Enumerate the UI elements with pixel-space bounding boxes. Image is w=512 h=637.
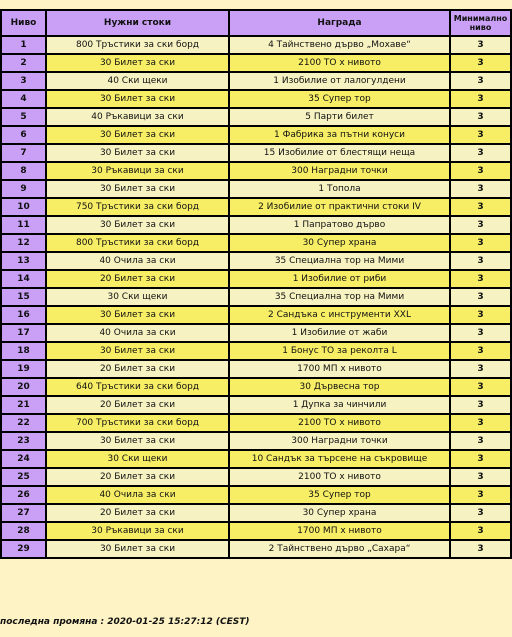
table-row [1,432,511,450]
table-row [1,162,511,180]
goods-cell: 40 Очила за ски [46,486,229,504]
reward-cell: 1 Бонус ТО за реколта L [229,342,450,360]
table-row [1,54,511,72]
reward-cell: 1 Фабрика за пътни конуси [229,126,450,144]
level-cell: 26 [1,486,46,504]
table-row [1,468,511,486]
reward-cell: 30 Дървесна тор [229,378,450,396]
level-cell: 4 [1,90,46,108]
level-cell: 2 [1,54,46,72]
min-level-cell: 3 [450,306,511,324]
table-row [1,252,511,270]
level-cell: 16 [1,306,46,324]
level-cell: 24 [1,450,46,468]
goods-cell: 40 Очила за ски [46,324,229,342]
goods-cell: 20 Билет за ски [46,270,229,288]
level-cell: 8 [1,162,46,180]
min-level-cell: 3 [450,144,511,162]
min-level-cell: 3 [450,324,511,342]
level-cell: 18 [1,342,46,360]
table-header-row [1,10,511,36]
level-cell: 3 [1,72,46,90]
goods-cell: 30 Ръкавици за ски [46,162,229,180]
goods-cell: 20 Билет за ски [46,360,229,378]
level-cell: 10 [1,198,46,216]
goods-cell: 40 Ски щеки [46,72,229,90]
goods-cell: 20 Билет за ски [46,396,229,414]
level-cell: 15 [1,288,46,306]
min-level-cell: 3 [450,378,511,396]
table-body [1,36,511,558]
goods-cell: 30 Билет за ски [46,126,229,144]
goods-cell: 30 Билет за ски [46,54,229,72]
levels-table [0,9,512,559]
level-cell: 19 [1,360,46,378]
table-row [1,126,511,144]
reward-cell: 300 Наградни точки [229,432,450,450]
min-level-cell: 3 [450,468,511,486]
level-cell: 23 [1,432,46,450]
min-level-cell: 3 [450,198,511,216]
header-min-level: Минимално ниво [450,10,511,36]
goods-cell: 700 Тръстики за ски борд [46,414,229,432]
goods-cell: 800 Тръстики за ски борд [46,36,229,54]
min-level-cell: 3 [450,360,511,378]
goods-cell: 30 Билет за ски [46,144,229,162]
table-row [1,378,511,396]
min-level-cell: 3 [450,432,511,450]
level-cell: 17 [1,324,46,342]
level-cell: 25 [1,468,46,486]
goods-cell: 30 Билет за ски [46,342,229,360]
min-level-cell: 3 [450,162,511,180]
min-level-cell: 3 [450,36,511,54]
min-level-cell: 3 [450,252,511,270]
table-row [1,306,511,324]
level-cell: 7 [1,144,46,162]
reward-cell: 2 Изобилие от практични стоки IV [229,198,450,216]
table-row [1,90,511,108]
table-row [1,36,511,54]
goods-cell: 30 Билет за ски [46,180,229,198]
min-level-cell: 3 [450,288,511,306]
goods-cell: 40 Очила за ски [46,252,229,270]
reward-cell: 35 Специална тор на Мими [229,288,450,306]
reward-cell: 1 Папратово дърво [229,216,450,234]
level-cell: 29 [1,540,46,558]
table-row [1,270,511,288]
goods-cell: 30 Билет за ски [46,306,229,324]
header-level: Ниво [1,10,46,36]
level-cell: 1 [1,36,46,54]
table-row [1,72,511,90]
goods-cell: 40 Ръкавици за ски [46,108,229,126]
table-row [1,486,511,504]
table-row [1,414,511,432]
table-row [1,288,511,306]
goods-cell: 30 Билет за ски [46,432,229,450]
header-needed-goods: Нужни стоки [46,10,229,36]
level-cell: 13 [1,252,46,270]
reward-cell: 300 Наградни точки [229,162,450,180]
table-row [1,108,511,126]
reward-cell: 2100 ТО x нивото [229,414,450,432]
reward-cell: 1 Изобилие от риби [229,270,450,288]
table-row [1,450,511,468]
level-cell: 28 [1,522,46,540]
goods-cell: 30 Билет за ски [46,90,229,108]
level-cell: 12 [1,234,46,252]
table-row [1,324,511,342]
level-cell: 14 [1,270,46,288]
min-level-cell: 3 [450,216,511,234]
table-row [1,522,511,540]
goods-cell: 750 Тръстики за ски борд [46,198,229,216]
reward-cell: 30 Супер храна [229,504,450,522]
reward-cell: 1 Изобилие от жаби [229,324,450,342]
reward-cell: 2100 ТО x нивото [229,54,450,72]
level-cell: 5 [1,108,46,126]
goods-cell: 640 Тръстики за ски борд [46,378,229,396]
table-row [1,198,511,216]
goods-cell: 30 Ски щеки [46,288,229,306]
reward-cell: 15 Изобилие от блестящи неща [229,144,450,162]
min-level-cell: 3 [450,486,511,504]
goods-cell: 20 Билет за ски [46,504,229,522]
table-row [1,540,511,558]
min-level-cell: 3 [450,270,511,288]
min-level-cell: 3 [450,540,511,558]
goods-cell: 30 Билет за ски [46,216,229,234]
table-row [1,234,511,252]
level-cell: 27 [1,504,46,522]
reward-cell: 4 Тайнствено дърво „Мохаве“ [229,36,450,54]
last-change-note: последна промяна : 2020-01-25 15:27:12 (CEST) [0,617,250,627]
table-row [1,504,511,522]
reward-cell: 2 Тайнствено дърво „Сахара“ [229,540,450,558]
table-row [1,342,511,360]
reward-cell: 1 Дупка за чинчили [229,396,450,414]
reward-cell: 1700 МП x нивото [229,522,450,540]
min-level-cell: 3 [450,342,511,360]
min-level-cell: 3 [450,90,511,108]
reward-cell: 35 Специална тор на Мими [229,252,450,270]
min-level-cell: 3 [450,54,511,72]
table-row [1,216,511,234]
goods-cell: 30 Билет за ски [46,540,229,558]
level-cell: 11 [1,216,46,234]
reward-cell: 2100 ТО x нивото [229,468,450,486]
level-cell: 20 [1,378,46,396]
goods-cell: 30 Ръкавици за ски [46,522,229,540]
reward-cell: 10 Сандък за търсене на съкровище [229,450,450,468]
level-cell: 9 [1,180,46,198]
reward-cell: 35 Супер тор [229,486,450,504]
level-cell: 6 [1,126,46,144]
header-reward: Награда [229,10,450,36]
reward-cell: 2 Сандъка с инструменти XXL [229,306,450,324]
table-row [1,360,511,378]
min-level-cell: 3 [450,72,511,90]
min-level-cell: 3 [450,180,511,198]
min-level-cell: 3 [450,234,511,252]
level-cell: 22 [1,414,46,432]
table-row [1,144,511,162]
table-row [1,396,511,414]
min-level-cell: 3 [450,522,511,540]
levels-table-wrapper [0,9,510,559]
min-level-cell: 3 [450,108,511,126]
reward-cell: 1700 МП x нивото [229,360,450,378]
reward-cell: 35 Супер тор [229,90,450,108]
min-level-cell: 3 [450,504,511,522]
goods-cell: 800 Тръстики за ски борд [46,234,229,252]
reward-cell: 30 Супер храна [229,234,450,252]
table-row [1,180,511,198]
goods-cell: 30 Ски щеки [46,450,229,468]
level-cell: 21 [1,396,46,414]
reward-cell: 5 Парти билет [229,108,450,126]
min-level-cell: 3 [450,126,511,144]
min-level-cell: 3 [450,450,511,468]
min-level-cell: 3 [450,414,511,432]
reward-cell: 1 Изобилие от лалогулдени [229,72,450,90]
reward-cell: 1 Топола [229,180,450,198]
goods-cell: 20 Билет за ски [46,468,229,486]
min-level-cell: 3 [450,396,511,414]
